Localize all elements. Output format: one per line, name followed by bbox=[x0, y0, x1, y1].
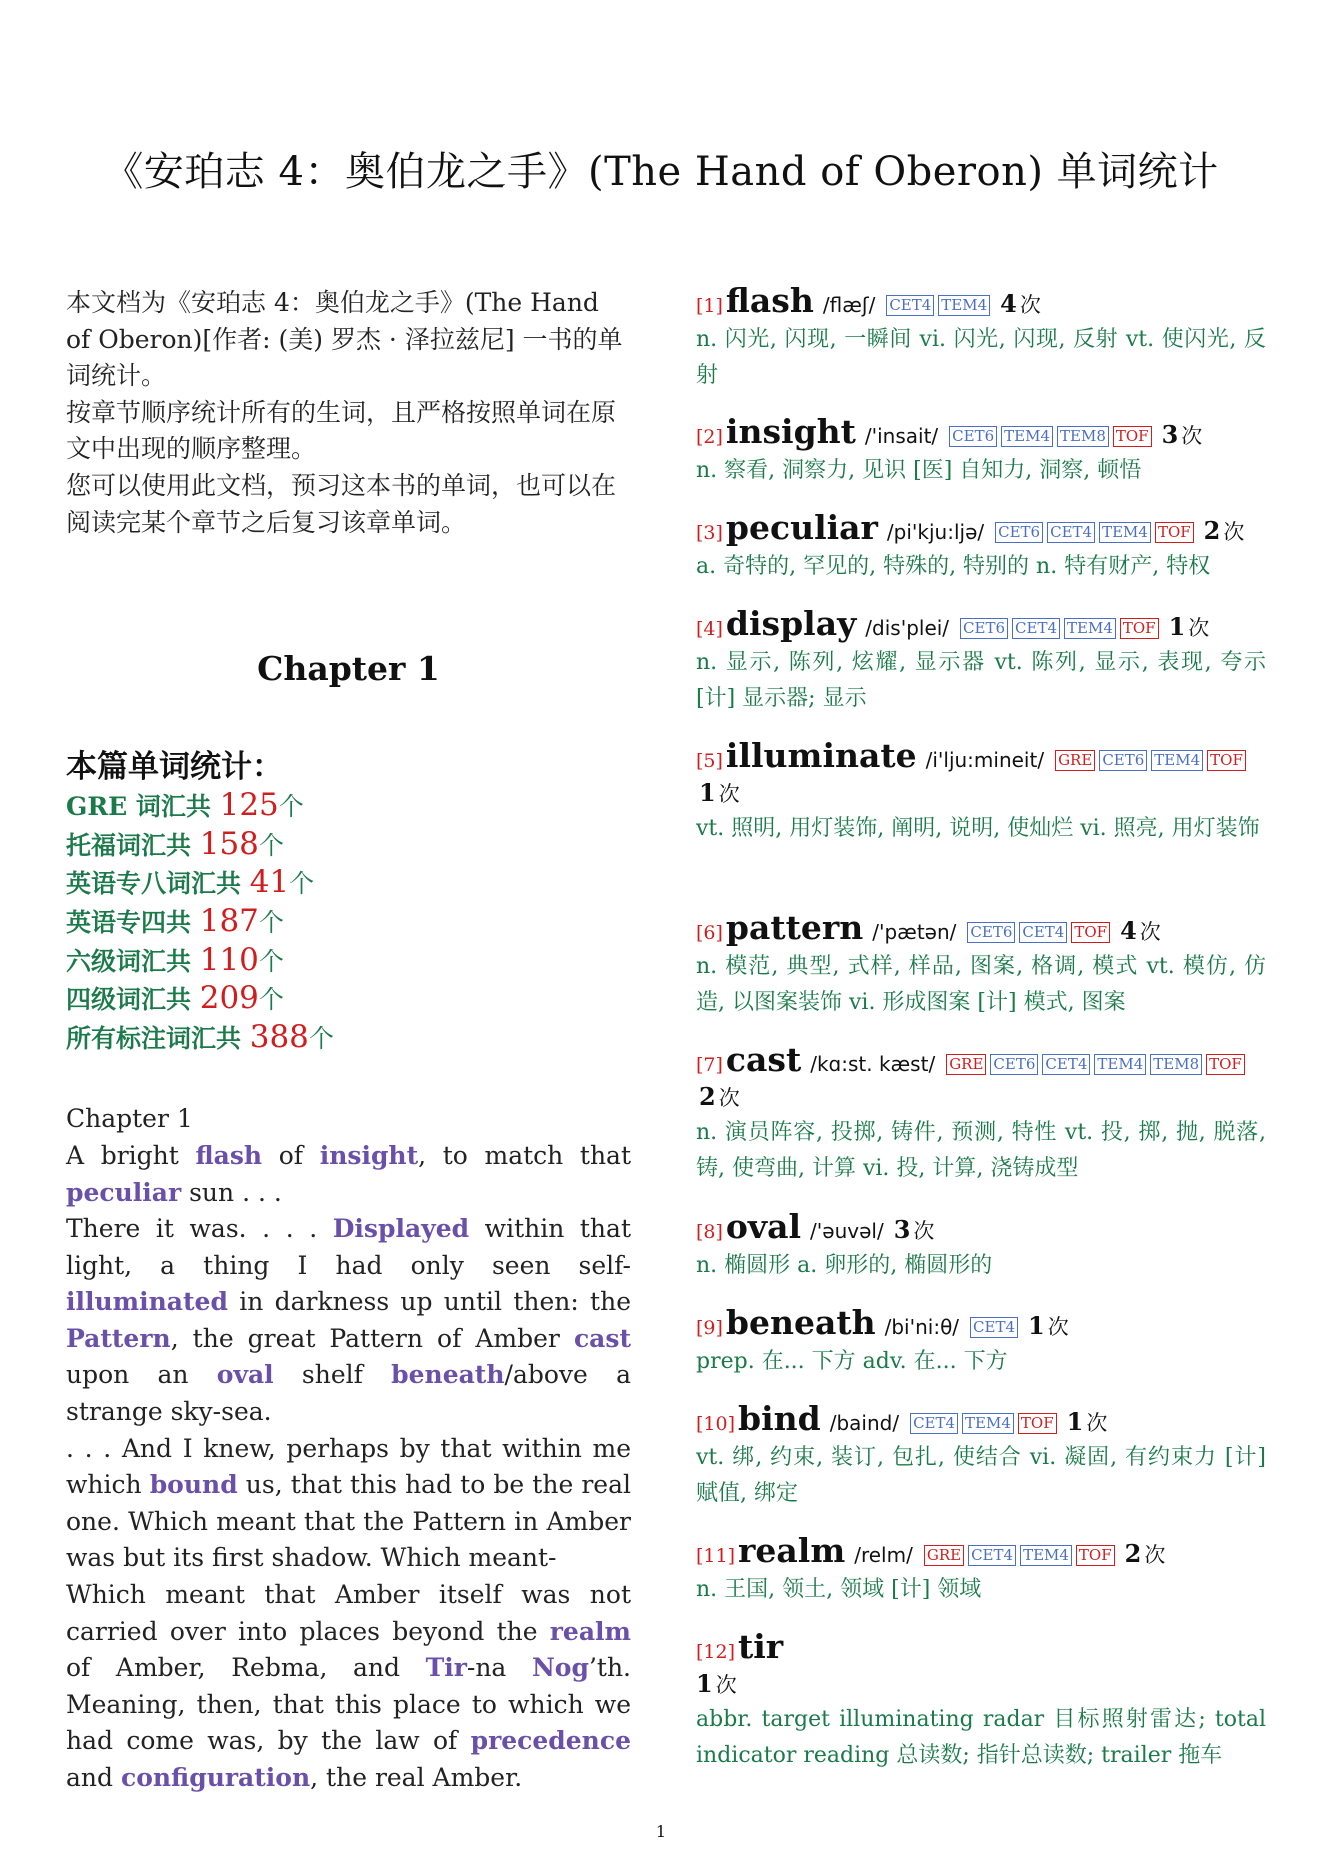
entry-phonetic: /'əuvəl/ bbox=[810, 1219, 884, 1243]
word-link-configuration[interactable]: configuration bbox=[120, 1763, 311, 1792]
vocab-entry bbox=[696, 412, 1266, 489]
entry-word: bind bbox=[738, 1399, 821, 1438]
intro-paragraph: 您可以使用此文档，预习这本书的单词，也可以在阅读完某个章节之后复习该章单词。 bbox=[66, 470, 617, 537]
entry-count: 3 bbox=[893, 1215, 911, 1244]
word-link-pattern[interactable]: Pattern bbox=[66, 1323, 171, 1353]
entry-head bbox=[696, 508, 1266, 549]
word-link-oval[interactable]: oval bbox=[216, 1360, 274, 1390]
entry-count: 1 bbox=[1028, 1311, 1045, 1340]
entry-definition: n. 椭圆形 a. 卵形的, 椭圆形的 bbox=[696, 1253, 993, 1278]
tag-badge: CET4 bbox=[1042, 1054, 1090, 1075]
text-paragraph-4: Which meant that Amber itself was not carried over into places beyond the realm of Amber, Rebma, and Tir-na Nog’th. Meaning, then, that this place to which we had come was, by the law of precedence and configuration, the real Amber. bbox=[66, 1580, 631, 1792]
word-link-tir[interactable]: Tir bbox=[425, 1653, 467, 1683]
tag-badge: GRE bbox=[924, 1545, 964, 1566]
entry-definition: prep. 在... 下方 adv. 在... 下方 bbox=[696, 1349, 1008, 1374]
entry-phonetic: /bi'ni:θ/ bbox=[884, 1315, 960, 1339]
entry-count: 1 bbox=[1066, 1407, 1084, 1436]
entry-count-unit: 次 bbox=[718, 1086, 740, 1110]
entry-index: [8] bbox=[696, 1221, 723, 1243]
vocab-entry bbox=[696, 908, 1266, 1021]
entry-count: 2 bbox=[1124, 1539, 1142, 1568]
chapter-heading: Chapter 1 bbox=[257, 649, 440, 689]
tag-badge: CET4 bbox=[1047, 522, 1095, 543]
vocab-entry bbox=[696, 1207, 1266, 1284]
entry-head bbox=[696, 1207, 1266, 1248]
entry-head bbox=[696, 736, 1266, 811]
tag-badge: TOF bbox=[1120, 618, 1159, 639]
text-paragraph-1: A bright flash of insight, to match that peculiar sun . . . bbox=[66, 1140, 631, 1207]
entry-index: [11] bbox=[696, 1545, 736, 1567]
entry-phonetic: /'insait/ bbox=[864, 424, 939, 448]
tag-badge: TOF bbox=[1207, 750, 1246, 771]
left-column bbox=[66, 285, 631, 1797]
vocab-entry bbox=[696, 1627, 1266, 1774]
entry-head bbox=[696, 412, 1266, 453]
entry-count-unit: 次 bbox=[1047, 1315, 1069, 1339]
entry-phonetic: /kɑ:st. kæst/ bbox=[810, 1052, 936, 1076]
stat-toefl: 托福词汇共 158个 bbox=[66, 825, 284, 862]
word-link-flash[interactable]: flash bbox=[195, 1140, 263, 1170]
entry-word: realm bbox=[738, 1531, 846, 1570]
entry-count: 1 bbox=[1168, 612, 1186, 641]
stat-cet6: 六级词汇共 110个 bbox=[66, 941, 284, 978]
tag-badge: CET4 bbox=[1012, 618, 1060, 639]
word-link-nog[interactable]: Nog bbox=[531, 1653, 589, 1683]
entry-head bbox=[696, 1303, 1266, 1344]
entry-phonetic: /baind/ bbox=[829, 1411, 900, 1435]
vocab-entry bbox=[696, 508, 1266, 585]
entry-phonetic: /i'lju:mineit/ bbox=[925, 748, 1045, 772]
text-paragraph-3: . . . And I knew, perhaps by that within me which bound us, that this had to be the real one. Which meant that the Pattern in Amber was but its first shadow. Which meant- bbox=[66, 1433, 631, 1573]
tag-badge: CET6 bbox=[1099, 750, 1147, 771]
text-chapter-line: Chapter 1 bbox=[66, 1104, 193, 1134]
entry-index: [1] bbox=[696, 295, 723, 317]
intro bbox=[66, 285, 631, 541]
entry-phonetic: /relm/ bbox=[854, 1543, 913, 1567]
entry-definition: vt. 照明, 用灯装饰, 阐明, 说明, 使灿烂 vi. 照亮, 用灯装饰 bbox=[696, 816, 1260, 841]
stat-gre: GRE 词汇共 125个 bbox=[66, 787, 304, 824]
entry-index: [9] bbox=[696, 1317, 723, 1339]
tag-badge: TOF bbox=[1113, 426, 1152, 447]
entry-head bbox=[696, 1531, 1266, 1572]
entry-count-unit: 次 bbox=[1144, 1543, 1166, 1567]
entry-word: flash bbox=[725, 281, 814, 320]
entry-count-unit: 次 bbox=[1223, 520, 1245, 544]
vocab-entry bbox=[696, 281, 1266, 394]
entry-count-unit: 次 bbox=[1181, 424, 1203, 448]
intro-paragraph: 本文档为《安珀志 4：奥伯龙之手》(The Hand of Oberon)[作者: (美) 罗杰 · 泽拉兹尼] 一书的单词统计。 bbox=[66, 288, 623, 391]
word-link-insight[interactable]: insight bbox=[319, 1140, 419, 1170]
entry-definition: n. 显示, 陈列, 炫耀, 显示器 vt. 陈列, 显示, 表现, 夸示 [计] 显示器; 显示 bbox=[696, 650, 1266, 711]
vocab-entry bbox=[696, 1399, 1266, 1512]
word-link-precedence[interactable]: precedence bbox=[470, 1726, 631, 1756]
tag-badge: TEM4 bbox=[1099, 522, 1151, 543]
word-link-cast[interactable]: cast bbox=[573, 1323, 631, 1353]
tag-badge: TEM4 bbox=[1151, 750, 1203, 771]
entry-index: [2] bbox=[696, 426, 723, 448]
entry-index: [6] bbox=[696, 922, 723, 944]
stats-heading: 本篇单词统计： bbox=[66, 749, 283, 786]
entry-definition: n. 闪光, 闪现, 一瞬间 vi. 闪光, 闪现, 反射 vt. 使闪光, 反射 bbox=[696, 327, 1266, 388]
vocab-entry bbox=[696, 1040, 1266, 1187]
tag-badge: CET6 bbox=[949, 426, 997, 447]
entry-definition: a. 奇特的, 罕见的, 特殊的, 特别的 n. 特有财产, 特权 bbox=[696, 554, 1211, 579]
entry-head bbox=[696, 1627, 1266, 1668]
intro-paragraph: 按章节顺序统计所有的生词，且严格按照单词在原文中出现的顺序整理。 bbox=[66, 397, 617, 464]
entry-head bbox=[696, 604, 1266, 645]
entry-count: 2 bbox=[699, 1082, 716, 1111]
entry-count: 4 bbox=[1000, 289, 1017, 318]
entry-word: tir bbox=[738, 1627, 784, 1666]
entry-word: illuminate bbox=[725, 736, 917, 775]
stat-tem8: 英语专八词汇共 41个 bbox=[66, 864, 315, 901]
entry-head bbox=[696, 908, 1266, 949]
tag-badge: CET6 bbox=[967, 922, 1015, 943]
chapter-text bbox=[66, 1101, 631, 1796]
entry-head bbox=[696, 1040, 1266, 1115]
entry-index: [10] bbox=[696, 1413, 736, 1435]
tag-badge: TOF bbox=[1206, 1054, 1245, 1075]
vocab-entry bbox=[696, 736, 1266, 847]
tag-badge: TOF bbox=[1071, 922, 1110, 943]
entry-count: 4 bbox=[1120, 916, 1137, 945]
word-link-bound[interactable]: bound bbox=[149, 1470, 238, 1500]
entry-count-line bbox=[696, 1668, 1266, 1702]
entry-definition: vt. 绑, 约束, 装订, 包扎, 使结合 vi. 凝固, 有约束力 [计] 赋值, 绑定 bbox=[696, 1445, 1266, 1506]
tag-badge: TEM4 bbox=[962, 1413, 1014, 1434]
tag-badge: CET4 bbox=[1019, 922, 1067, 943]
entry-index: [5] bbox=[696, 750, 723, 772]
tag-badge: TEM4 bbox=[1001, 426, 1053, 447]
entry-count: 2 bbox=[1203, 516, 1221, 545]
entry-count-unit: 次 bbox=[1139, 920, 1161, 944]
tag-badge: CET6 bbox=[960, 618, 1008, 639]
stats-list bbox=[66, 787, 631, 1057]
tag-badge: TEM8 bbox=[1150, 1054, 1202, 1075]
tag-badge: GRE bbox=[946, 1054, 986, 1075]
text-paragraph-2: There it was. . . . Displayed within that light, a thing I had only seen self-illuminated in darkness up until then: the Pattern, the great Pattern of Amber cast upon an oval shelf beneath/above a strange sky-sea. bbox=[66, 1214, 631, 1427]
word-link-illuminated[interactable]: illuminated bbox=[66, 1287, 228, 1317]
entry-word: display bbox=[725, 604, 857, 643]
entry-count-unit: 次 bbox=[1019, 293, 1041, 317]
entry-phonetic: /dis'plei/ bbox=[865, 616, 950, 640]
tag-badge: TEM8 bbox=[1057, 426, 1109, 447]
vocab-entry bbox=[696, 1303, 1266, 1380]
entry-count-unit: 次 bbox=[1188, 616, 1210, 640]
entry-count-unit: 次 bbox=[715, 1673, 737, 1697]
entry-head bbox=[696, 1399, 1266, 1440]
page-title: 《安珀志 4：奥伯龙之手》(The Hand of Oberon) 单词统计 bbox=[103, 149, 1219, 195]
tag-badge: TEM4 bbox=[938, 295, 990, 316]
entry-definition: n. 王国, 领土, 领域 [计] 领域 bbox=[696, 1577, 982, 1602]
tag-badge: TOF bbox=[1076, 1545, 1115, 1566]
tag-badge: CET4 bbox=[970, 1317, 1018, 1338]
entry-word: pattern bbox=[725, 908, 864, 947]
tag-badge: TOF bbox=[1155, 522, 1194, 543]
entry-index: [7] bbox=[696, 1054, 723, 1076]
word-link-beneath[interactable]: beneath bbox=[391, 1360, 505, 1390]
entry-head bbox=[696, 281, 1266, 322]
tag-badge: GRE bbox=[1055, 750, 1095, 771]
entry-count: 1 bbox=[699, 778, 716, 807]
entry-phonetic: /flæʃ/ bbox=[822, 293, 876, 317]
entry-index: [4] bbox=[696, 618, 723, 640]
entry-definition: n. 模范, 典型, 式样, 样品, 图案, 格调, 模式 vt. 模仿, 仿造, 以图案装饰 vi. 形成图案 [计] 模式, 图案 bbox=[696, 954, 1266, 1015]
entry-index: [12] bbox=[696, 1641, 736, 1663]
entry-word: insight bbox=[725, 412, 856, 451]
entry-word: peculiar bbox=[725, 508, 878, 547]
tag-badge: TOF bbox=[1018, 1413, 1057, 1434]
word-link-displayed[interactable]: Displayed bbox=[332, 1214, 470, 1244]
stat-tem4: 英语专四共 187个 bbox=[66, 902, 284, 939]
vocab-entry bbox=[696, 1531, 1266, 1608]
tag-badge: TEM4 bbox=[1064, 618, 1116, 639]
entry-index: [3] bbox=[696, 522, 723, 544]
entry-word: oval bbox=[725, 1207, 802, 1246]
tag-badge: CET4 bbox=[886, 295, 934, 316]
entry-phonetic: /'pætən/ bbox=[872, 920, 957, 944]
vocab-entry bbox=[696, 604, 1266, 717]
tag-badge: CET4 bbox=[968, 1545, 1016, 1566]
tag-badge: TEM4 bbox=[1094, 1054, 1146, 1075]
page-number: 1 bbox=[655, 1822, 667, 1841]
tag-badge: TEM4 bbox=[1020, 1545, 1072, 1566]
tag-badge: CET4 bbox=[910, 1413, 958, 1434]
tag-badge: CET6 bbox=[990, 1054, 1038, 1075]
stat-cet4: 四级词汇共 209个 bbox=[66, 980, 284, 1017]
entry-phonetic: /pi'kju:ljə/ bbox=[886, 520, 985, 544]
entry-definition: n. 演员阵容, 投掷, 铸件, 预测, 特性 vt. 投, 掷, 抛, 脱落, 铸, 使弯曲, 计算 vi. 投, 计算, 浇铸成型 bbox=[696, 1120, 1266, 1181]
tag-badge: CET6 bbox=[995, 522, 1043, 543]
entry-count: 1 bbox=[696, 1669, 713, 1698]
entry-count-unit: 次 bbox=[1086, 1411, 1108, 1435]
entry-count-unit: 次 bbox=[913, 1219, 935, 1243]
word-link-peculiar[interactable]: peculiar bbox=[66, 1177, 182, 1207]
word-link-realm[interactable]: realm bbox=[549, 1616, 631, 1646]
entry-count: 3 bbox=[1161, 420, 1179, 449]
stat-all: 所有标注词汇共 388个 bbox=[66, 1018, 334, 1055]
entry-word: cast bbox=[725, 1040, 802, 1079]
entry-count-unit: 次 bbox=[718, 782, 740, 806]
entry-definition: n. 察看, 洞察力, 见识 [医] 自知力, 洞察, 顿悟 bbox=[696, 458, 1142, 483]
entry-word: beneath bbox=[725, 1303, 876, 1342]
entry-definition: abbr. target illuminating radar 目标照射雷达; total indicator reading 总读数; 指针总读数; trailer 拖车 bbox=[696, 1707, 1266, 1768]
